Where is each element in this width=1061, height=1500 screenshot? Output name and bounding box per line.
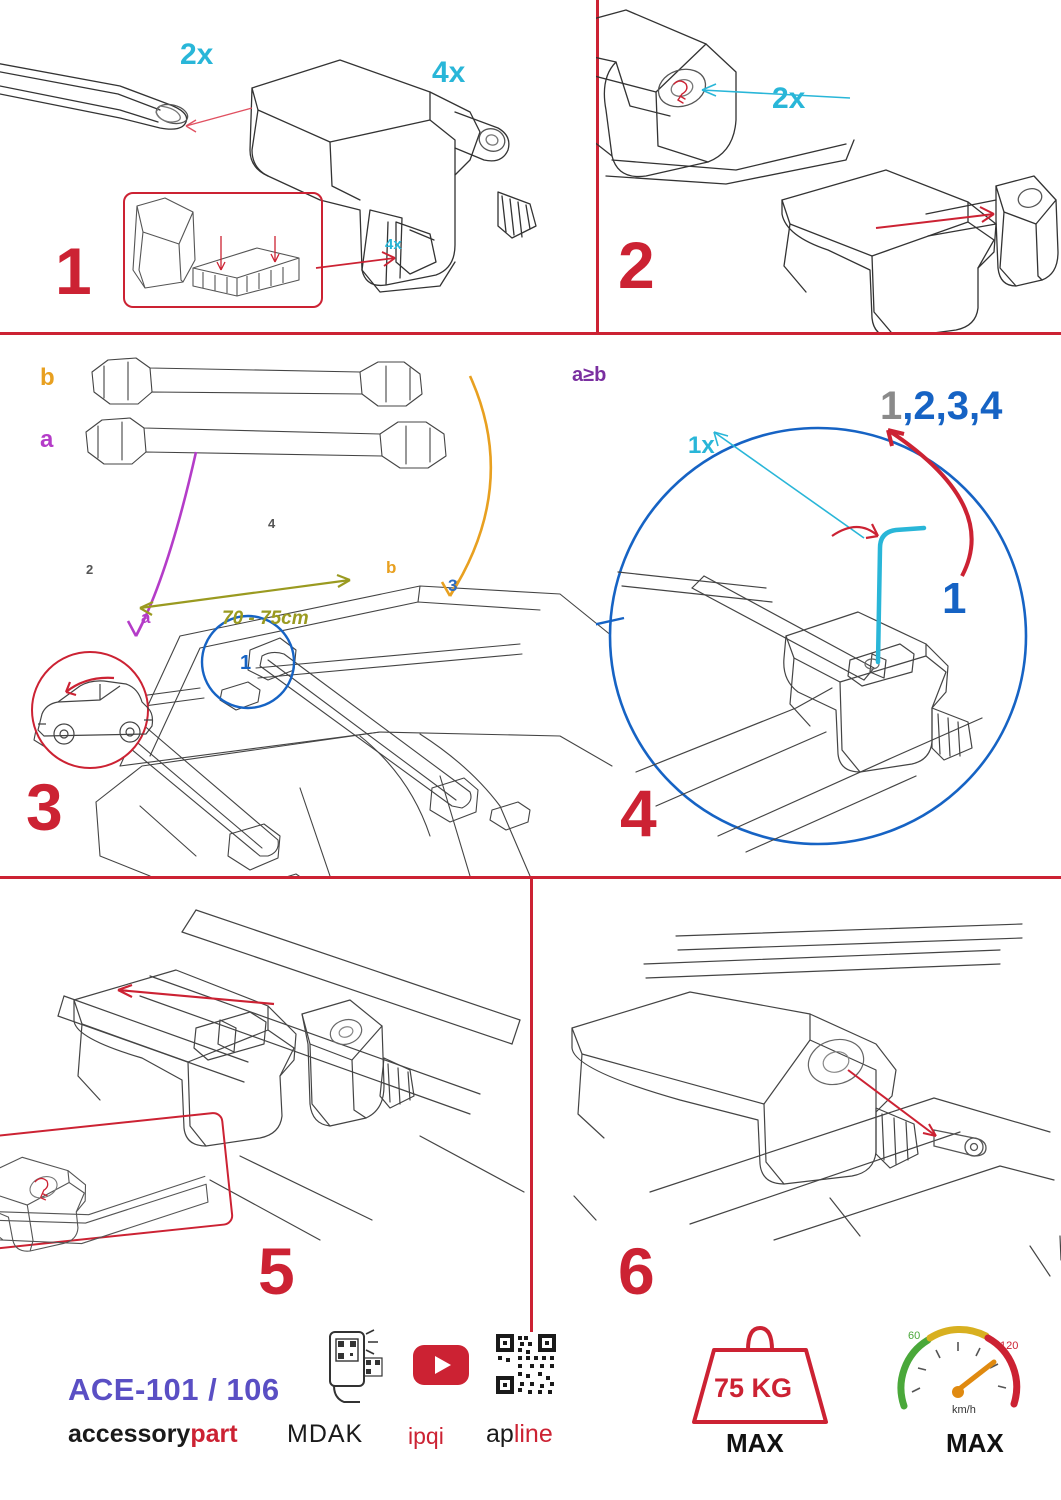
youtube-icon[interactable] xyxy=(412,1344,470,1386)
step-4-panel xyxy=(572,336,1061,876)
max-speed-label: MAX xyxy=(946,1428,1004,1458)
qr-code-icon xyxy=(494,1332,558,1396)
brand-accessorypart-part2: part xyxy=(190,1420,238,1448)
step-1-number: 1 xyxy=(55,234,93,308)
vehicle-orientation-thumbnail xyxy=(8,648,168,778)
brand-apline xyxy=(486,1420,553,1449)
step-4-sequence-rest: ,2,3,4 xyxy=(902,384,1003,428)
step-4-sequence xyxy=(880,384,1002,429)
brand-apline-part1: ap xyxy=(486,1420,514,1448)
step-5-number: 5 xyxy=(258,1234,296,1308)
step-4-qty-1x: 1x xyxy=(688,432,715,459)
step-4-number: 4 xyxy=(620,776,658,850)
step-3-label-a: a xyxy=(40,426,54,453)
step-6-panel xyxy=(530,880,1061,1340)
step-3-panel xyxy=(0,336,620,876)
step-3-foot-number-4: 4 xyxy=(268,516,276,531)
max-speed-unit: km/h xyxy=(952,1404,976,1416)
max-load-value: 75 KG xyxy=(714,1373,793,1403)
step-3-dimension: 70 - 75cm xyxy=(222,608,309,629)
brand-accessorypart-part1: accessory xyxy=(68,1420,191,1448)
step-3-detail-circle-number: 1 xyxy=(240,652,252,674)
step-1-qty-4x: 4x xyxy=(432,56,466,89)
max-speed-tick-60: 60 xyxy=(908,1330,921,1342)
step-3-foot-number-3: 3 xyxy=(448,576,458,595)
step-3-foot-label-a: a xyxy=(141,608,151,627)
step-2-qty-2x: 2x xyxy=(772,82,806,115)
step-3-label-b: b xyxy=(40,364,55,391)
product-model: ACE-101 / 106 xyxy=(68,1372,280,1407)
step-1-panel xyxy=(0,0,596,332)
max-speed-tick-120: 120 xyxy=(1000,1340,1019,1352)
step-3-foot-label-b: b xyxy=(386,558,397,577)
brand-apline-part2: line xyxy=(513,1420,553,1448)
max-load-label: MAX xyxy=(726,1428,784,1458)
step-4-sequence-first: 1 xyxy=(880,384,903,428)
brand-mdak: MDAK xyxy=(287,1420,364,1448)
step-5-panel xyxy=(0,880,530,1340)
step-4-callout-number: 1 xyxy=(942,574,967,623)
step-1-detail-illustration xyxy=(123,192,319,304)
step-6-number: 6 xyxy=(618,1234,656,1308)
step-2-illustration xyxy=(596,0,1061,332)
brand-ipqi: ipqi xyxy=(408,1423,444,1449)
step-3-illustration xyxy=(0,336,620,876)
step-2-panel xyxy=(596,0,1061,332)
step-6-illustration xyxy=(530,880,1061,1340)
divider-top xyxy=(0,332,1061,335)
step-1-detail-qty: 4x xyxy=(385,236,402,253)
brand-accessorypart xyxy=(68,1420,238,1449)
step-2-number: 2 xyxy=(618,228,656,302)
step-3-number: 3 xyxy=(26,770,64,844)
phone-qr-icon xyxy=(320,1328,384,1406)
step-3-foot-number-2: 2 xyxy=(86,562,94,577)
step-4-condition: a≥b xyxy=(572,364,607,386)
step-1-qty-2x: 2x xyxy=(180,38,214,71)
